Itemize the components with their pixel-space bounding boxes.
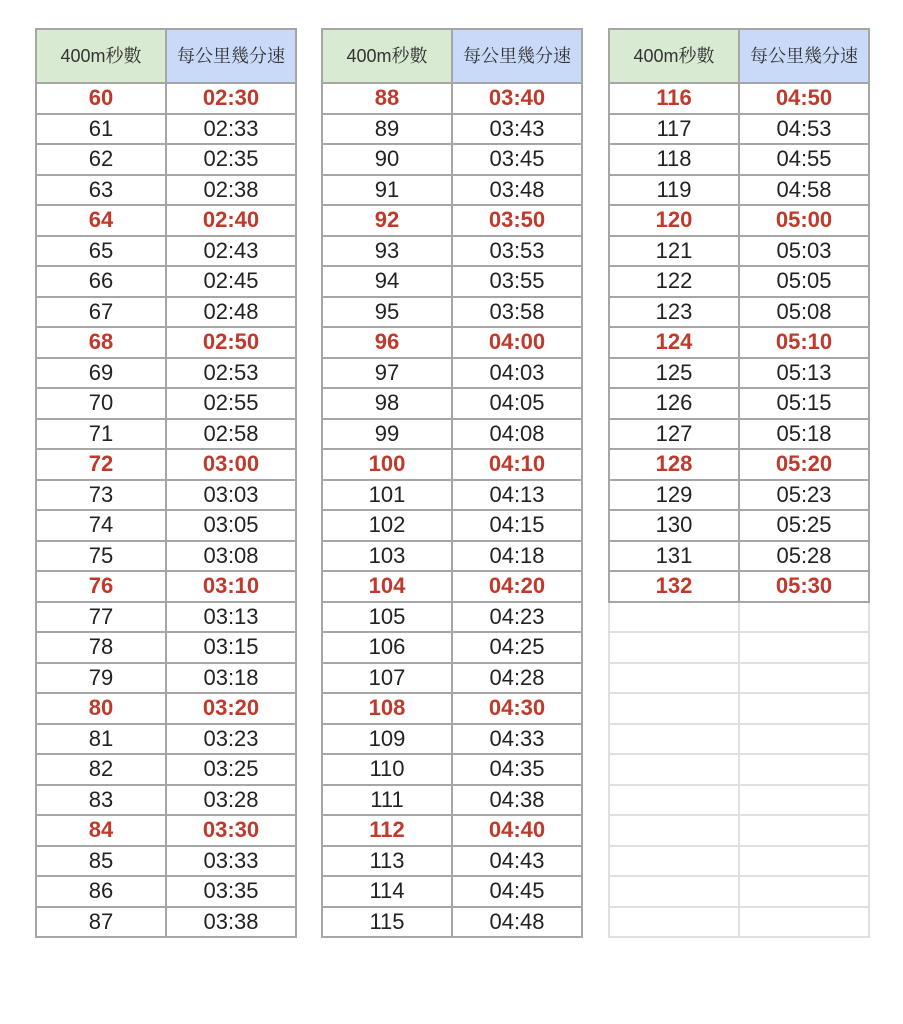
seconds-cell: 74	[36, 510, 166, 541]
seconds-cell: 63	[36, 175, 166, 206]
seconds-cell: 79	[36, 663, 166, 694]
table-row	[609, 327, 869, 358]
seconds-cell: 89	[322, 114, 452, 145]
pace-cell: 04:13	[452, 480, 582, 511]
table-row	[36, 205, 296, 236]
pace-cell: 02:38	[166, 175, 296, 206]
header-row	[609, 29, 869, 83]
pace-cell: 04:45	[452, 876, 582, 907]
empty-cell	[609, 754, 739, 785]
table-row	[36, 83, 296, 114]
pace-cell: 03:03	[166, 480, 296, 511]
pace-cell: 03:13	[166, 602, 296, 633]
table-row	[36, 785, 296, 816]
pace-cell: 03:50	[452, 205, 582, 236]
pace-table-1	[35, 28, 297, 938]
pace-cell: 03:45	[452, 144, 582, 175]
table-row	[36, 846, 296, 877]
seconds-cell: 105	[322, 602, 452, 633]
pace-cell: 05:30	[739, 571, 869, 602]
seconds-cell: 127	[609, 419, 739, 450]
seconds-cell: 94	[322, 266, 452, 297]
seconds-cell: 60	[36, 83, 166, 114]
pace-cell: 03:58	[452, 297, 582, 328]
pace-cell: 05:28	[739, 541, 869, 572]
pace-cell: 05:10	[739, 327, 869, 358]
seconds-cell: 66	[36, 266, 166, 297]
table-row	[609, 358, 869, 389]
pace-cell: 04:28	[452, 663, 582, 694]
empty-cell	[739, 785, 869, 816]
pace-cell: 02:55	[166, 388, 296, 419]
pace-cell: 03:48	[452, 175, 582, 206]
empty-cell	[609, 907, 739, 938]
pace-cell: 04:50	[739, 83, 869, 114]
pace-cell: 03:43	[452, 114, 582, 145]
pace-cell: 03:23	[166, 724, 296, 755]
seconds-cell: 64	[36, 205, 166, 236]
table-row	[609, 83, 869, 114]
seconds-cell: 125	[609, 358, 739, 389]
seconds-cell: 116	[609, 83, 739, 114]
empty-cell	[739, 663, 869, 694]
pace-cell: 04:35	[452, 754, 582, 785]
table-row	[609, 754, 869, 785]
table-row	[609, 114, 869, 145]
empty-cell	[609, 876, 739, 907]
pace-cell: 02:45	[166, 266, 296, 297]
seconds-cell: 77	[36, 602, 166, 633]
seconds-cell: 96	[322, 327, 452, 358]
seconds-cell: 97	[322, 358, 452, 389]
pace-cell: 03:55	[452, 266, 582, 297]
empty-cell	[739, 632, 869, 663]
table-row	[609, 571, 869, 602]
table-row	[609, 602, 869, 633]
seconds-cell: 61	[36, 114, 166, 145]
header-seconds: 400m秒數	[609, 29, 739, 83]
table-row	[36, 693, 296, 724]
pace-cell: 02:50	[166, 327, 296, 358]
table-row	[609, 144, 869, 175]
seconds-cell: 132	[609, 571, 739, 602]
seconds-cell: 81	[36, 724, 166, 755]
pace-cell: 04:03	[452, 358, 582, 389]
pace-cell: 05:15	[739, 388, 869, 419]
seconds-cell: 75	[36, 541, 166, 572]
seconds-cell: 104	[322, 571, 452, 602]
pace-cell: 04:00	[452, 327, 582, 358]
seconds-cell: 91	[322, 175, 452, 206]
table-row	[322, 114, 582, 145]
seconds-cell: 95	[322, 297, 452, 328]
pace-cell: 02:40	[166, 205, 296, 236]
table-row	[322, 358, 582, 389]
seconds-cell: 70	[36, 388, 166, 419]
pace-cell: 05:20	[739, 449, 869, 480]
table-row	[322, 144, 582, 175]
pace-cell: 05:00	[739, 205, 869, 236]
pace-cell: 03:38	[166, 907, 296, 938]
table-row	[609, 632, 869, 663]
header-pace: 每公里幾分速	[166, 29, 296, 83]
pace-cell: 04:23	[452, 602, 582, 633]
header-seconds: 400m秒數	[322, 29, 452, 83]
table-row	[322, 907, 582, 938]
seconds-cell: 88	[322, 83, 452, 114]
seconds-cell: 72	[36, 449, 166, 480]
table-row	[36, 297, 296, 328]
table-row	[36, 144, 296, 175]
table-row	[322, 388, 582, 419]
empty-cell	[609, 785, 739, 816]
seconds-cell: 99	[322, 419, 452, 450]
table-row	[322, 632, 582, 663]
table-row	[609, 388, 869, 419]
seconds-cell: 84	[36, 815, 166, 846]
pace-cell: 03:53	[452, 236, 582, 267]
seconds-cell: 106	[322, 632, 452, 663]
pace-cell: 04:25	[452, 632, 582, 663]
table-row	[36, 815, 296, 846]
pace-cell: 03:30	[166, 815, 296, 846]
table-row	[609, 175, 869, 206]
seconds-cell: 108	[322, 693, 452, 724]
pace-cell: 05:13	[739, 358, 869, 389]
table-row	[322, 510, 582, 541]
table-row	[322, 693, 582, 724]
pace-cell: 03:25	[166, 754, 296, 785]
empty-cell	[609, 693, 739, 724]
pace-cell: 03:15	[166, 632, 296, 663]
pace-cell: 03:08	[166, 541, 296, 572]
seconds-cell: 113	[322, 846, 452, 877]
table-row	[322, 205, 582, 236]
table-row	[36, 114, 296, 145]
table-row	[36, 876, 296, 907]
seconds-cell: 110	[322, 754, 452, 785]
table-row	[322, 480, 582, 511]
table-row	[322, 327, 582, 358]
seconds-cell: 114	[322, 876, 452, 907]
seconds-cell: 86	[36, 876, 166, 907]
table-row	[36, 510, 296, 541]
seconds-cell: 93	[322, 236, 452, 267]
pace-table-3	[608, 28, 870, 938]
header-pace: 每公里幾分速	[452, 29, 582, 83]
seconds-cell: 78	[36, 632, 166, 663]
table-row	[36, 541, 296, 572]
table-row	[609, 236, 869, 267]
table-row	[609, 815, 869, 846]
pace-cell: 02:33	[166, 114, 296, 145]
seconds-cell: 118	[609, 144, 739, 175]
table-row	[36, 175, 296, 206]
pace-cell: 04:33	[452, 724, 582, 755]
empty-cell	[609, 815, 739, 846]
header-seconds: 400m秒數	[36, 29, 166, 83]
pace-cell: 02:43	[166, 236, 296, 267]
pace-cell: 04:20	[452, 571, 582, 602]
empty-cell	[609, 846, 739, 877]
pace-table-2	[321, 28, 583, 938]
table-row	[609, 785, 869, 816]
table-row	[322, 815, 582, 846]
seconds-cell: 103	[322, 541, 452, 572]
seconds-cell: 90	[322, 144, 452, 175]
table-row	[36, 602, 296, 633]
table-row	[36, 266, 296, 297]
table-row	[322, 876, 582, 907]
seconds-cell: 82	[36, 754, 166, 785]
pace-cell: 05:18	[739, 419, 869, 450]
seconds-cell: 80	[36, 693, 166, 724]
empty-cell	[739, 693, 869, 724]
seconds-cell: 83	[36, 785, 166, 816]
seconds-cell: 124	[609, 327, 739, 358]
pace-cell: 04:10	[452, 449, 582, 480]
seconds-cell: 112	[322, 815, 452, 846]
table-row	[36, 632, 296, 663]
table-row	[36, 907, 296, 938]
table-row	[36, 327, 296, 358]
seconds-cell: 73	[36, 480, 166, 511]
seconds-cell: 65	[36, 236, 166, 267]
table-row	[609, 266, 869, 297]
pace-cell: 03:35	[166, 876, 296, 907]
table-row	[609, 297, 869, 328]
seconds-cell: 107	[322, 663, 452, 694]
pace-cell: 04:05	[452, 388, 582, 419]
table-row	[322, 541, 582, 572]
pace-cell: 02:35	[166, 144, 296, 175]
pace-cell: 04:43	[452, 846, 582, 877]
pace-cell: 03:33	[166, 846, 296, 877]
table-row	[36, 663, 296, 694]
empty-cell	[739, 876, 869, 907]
pace-cell: 02:53	[166, 358, 296, 389]
seconds-cell: 62	[36, 144, 166, 175]
seconds-cell: 128	[609, 449, 739, 480]
empty-cell	[739, 846, 869, 877]
seconds-cell: 121	[609, 236, 739, 267]
table-row	[609, 541, 869, 572]
pace-cell: 04:18	[452, 541, 582, 572]
table-row	[609, 419, 869, 450]
pace-cell: 03:28	[166, 785, 296, 816]
table-row	[609, 449, 869, 480]
table-row	[322, 785, 582, 816]
pace-cell: 03:00	[166, 449, 296, 480]
seconds-cell: 76	[36, 571, 166, 602]
table-row	[609, 876, 869, 907]
table-row	[609, 693, 869, 724]
empty-cell	[609, 724, 739, 755]
seconds-cell: 67	[36, 297, 166, 328]
pace-cell: 02:30	[166, 83, 296, 114]
table-row	[609, 663, 869, 694]
table-row	[609, 846, 869, 877]
empty-cell	[739, 815, 869, 846]
seconds-cell: 117	[609, 114, 739, 145]
seconds-cell: 123	[609, 297, 739, 328]
pace-cell: 03:20	[166, 693, 296, 724]
header-row	[322, 29, 582, 83]
table-row	[36, 754, 296, 785]
empty-cell	[739, 602, 869, 633]
table-row	[609, 724, 869, 755]
pace-cell: 03:05	[166, 510, 296, 541]
pace-cell: 02:58	[166, 419, 296, 450]
table-row	[36, 571, 296, 602]
seconds-cell: 98	[322, 388, 452, 419]
pace-cell: 04:58	[739, 175, 869, 206]
pace-cell: 04:40	[452, 815, 582, 846]
seconds-cell: 122	[609, 266, 739, 297]
table-row	[36, 480, 296, 511]
pace-cell: 05:23	[739, 480, 869, 511]
empty-cell	[609, 632, 739, 663]
table-row	[609, 480, 869, 511]
table-row	[609, 205, 869, 236]
table-row	[322, 846, 582, 877]
empty-cell	[609, 663, 739, 694]
table-row	[322, 724, 582, 755]
pace-cell: 04:48	[452, 907, 582, 938]
pace-cell: 03:10	[166, 571, 296, 602]
seconds-cell: 85	[36, 846, 166, 877]
seconds-cell: 131	[609, 541, 739, 572]
pace-cell: 04:55	[739, 144, 869, 175]
table-row	[322, 571, 582, 602]
empty-cell	[609, 602, 739, 633]
seconds-cell: 119	[609, 175, 739, 206]
header-pace: 每公里幾分速	[739, 29, 869, 83]
empty-cell	[739, 724, 869, 755]
table-row	[322, 175, 582, 206]
empty-cell	[739, 907, 869, 938]
seconds-cell: 126	[609, 388, 739, 419]
seconds-cell: 115	[322, 907, 452, 938]
seconds-cell: 68	[36, 327, 166, 358]
table-row	[322, 602, 582, 633]
pace-cell: 02:48	[166, 297, 296, 328]
seconds-cell: 129	[609, 480, 739, 511]
pace-cell: 04:08	[452, 419, 582, 450]
table-row	[36, 358, 296, 389]
seconds-cell: 102	[322, 510, 452, 541]
table-row	[322, 449, 582, 480]
seconds-cell: 87	[36, 907, 166, 938]
table-row	[322, 236, 582, 267]
seconds-cell: 120	[609, 205, 739, 236]
seconds-cell: 130	[609, 510, 739, 541]
table-row	[609, 510, 869, 541]
pace-cell: 04:30	[452, 693, 582, 724]
seconds-cell: 69	[36, 358, 166, 389]
table-row	[322, 663, 582, 694]
table-row	[322, 754, 582, 785]
pace-cell: 05:08	[739, 297, 869, 328]
table-row	[609, 907, 869, 938]
table-row	[36, 236, 296, 267]
pace-cell: 05:25	[739, 510, 869, 541]
table-row	[322, 83, 582, 114]
pace-cell: 03:40	[452, 83, 582, 114]
table-row	[322, 266, 582, 297]
pace-cell: 05:03	[739, 236, 869, 267]
pace-cell: 04:38	[452, 785, 582, 816]
seconds-cell: 101	[322, 480, 452, 511]
seconds-cell: 71	[36, 419, 166, 450]
seconds-cell: 100	[322, 449, 452, 480]
seconds-cell: 111	[322, 785, 452, 816]
empty-cell	[739, 754, 869, 785]
table-row	[36, 419, 296, 450]
seconds-cell: 92	[322, 205, 452, 236]
pace-cell: 03:18	[166, 663, 296, 694]
header-row	[36, 29, 296, 83]
pace-cell: 04:15	[452, 510, 582, 541]
seconds-cell: 109	[322, 724, 452, 755]
table-row	[36, 724, 296, 755]
pace-cell: 04:53	[739, 114, 869, 145]
table-row	[322, 419, 582, 450]
table-row	[322, 297, 582, 328]
table-row	[36, 388, 296, 419]
pace-cell: 05:05	[739, 266, 869, 297]
table-row	[36, 449, 296, 480]
